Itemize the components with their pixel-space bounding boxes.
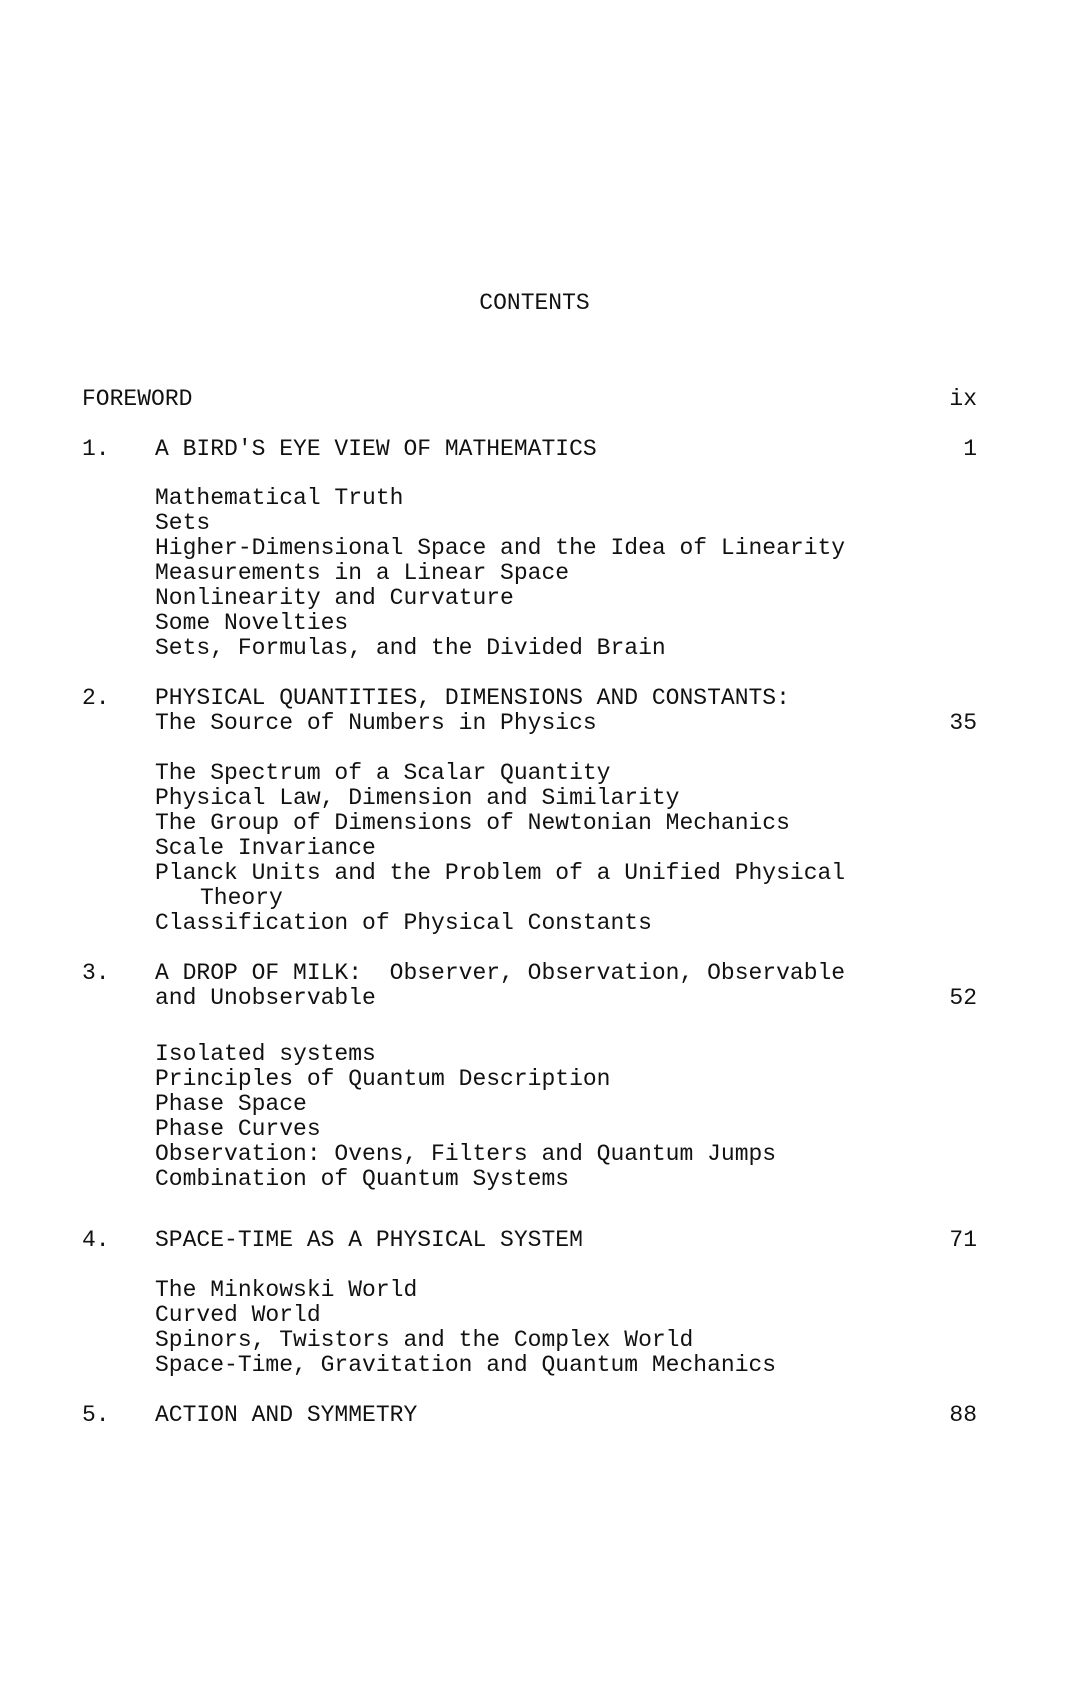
- chapter-5-title: ACTION AND SYMMETRY: [155, 1402, 418, 1428]
- chapter-2-section: Planck Units and the Problem of a Unified Physical: [155, 860, 846, 886]
- chapter-1-title: A BIRD'S EYE VIEW OF MATHEMATICS: [155, 436, 597, 462]
- chapter-4-number: 4.: [82, 1227, 110, 1253]
- chapter-1-section: Sets: [155, 510, 211, 536]
- chapter-3-section: Phase Space: [155, 1091, 307, 1117]
- chapter-1-section: Mathematical Truth: [155, 485, 404, 511]
- chapter-5-page-number: 88: [949, 1402, 977, 1428]
- chapter-4-section: Space-Time, Gravitation and Quantum Mechanics: [155, 1352, 777, 1378]
- page-title: CONTENTS: [479, 290, 590, 316]
- chapter-4-title: SPACE-TIME AS A PHYSICAL SYSTEM: [155, 1227, 583, 1253]
- chapter-1-section: Measurements in a Linear Space: [155, 560, 570, 586]
- chapter-1-section: Sets, Formulas, and the Divided Brain: [155, 635, 666, 661]
- chapter-1-number: 1.: [82, 436, 110, 462]
- chapter-1-section: Higher-Dimensional Space and the Idea of Linearity: [155, 535, 846, 561]
- chapter-2-section-continuation: Theory: [200, 885, 283, 911]
- chapter-2-page-number: 35: [949, 710, 977, 736]
- chapter-3-section: Observation: Ovens, Filters and Quantum Jumps: [155, 1141, 777, 1167]
- chapter-3-title-line-1: A DROP OF MILK: Observer, Observation, Observable: [155, 960, 846, 986]
- chapter-2-number: 2.: [82, 685, 110, 711]
- chapter-3-page-number: 52: [949, 985, 977, 1011]
- chapter-3-section: Principles of Quantum Description: [155, 1066, 611, 1092]
- chapter-4-section: The Minkowski World: [155, 1277, 418, 1303]
- chapter-2-section: Scale Invariance: [155, 835, 376, 861]
- chapter-1-page-number: 1: [963, 436, 977, 462]
- chapter-3-number: 3.: [82, 960, 110, 986]
- chapter-2-section: Physical Law, Dimension and Similarity: [155, 785, 680, 811]
- chapter-3-title-line-2: and Unobservable: [155, 985, 376, 1011]
- chapter-2-section: Classification of Physical Constants: [155, 910, 652, 936]
- chapter-2-section: The Spectrum of a Scalar Quantity: [155, 760, 611, 786]
- chapter-3-section: Combination of Quantum Systems: [155, 1166, 570, 1192]
- chapter-2-title-line-2: The Source of Numbers in Physics: [155, 710, 597, 736]
- chapter-4-section: Curved World: [155, 1302, 321, 1328]
- chapter-3-section: Isolated systems: [155, 1041, 376, 1067]
- chapter-3-section: Phase Curves: [155, 1116, 321, 1142]
- chapter-2-title-line-1: PHYSICAL QUANTITIES, DIMENSIONS AND CONSTANTS:: [155, 685, 790, 711]
- chapter-2-section: The Group of Dimensions of Newtonian Mechanics: [155, 810, 790, 836]
- chapter-1-section: Nonlinearity and Curvature: [155, 585, 514, 611]
- foreword-page-number: ix: [949, 386, 977, 412]
- chapter-1-section: Some Novelties: [155, 610, 349, 636]
- foreword-label: FOREWORD: [82, 386, 193, 412]
- chapter-4-page-number: 71: [949, 1227, 977, 1253]
- chapter-4-section: Spinors, Twistors and the Complex World: [155, 1327, 694, 1353]
- chapter-5-number: 5.: [82, 1402, 110, 1428]
